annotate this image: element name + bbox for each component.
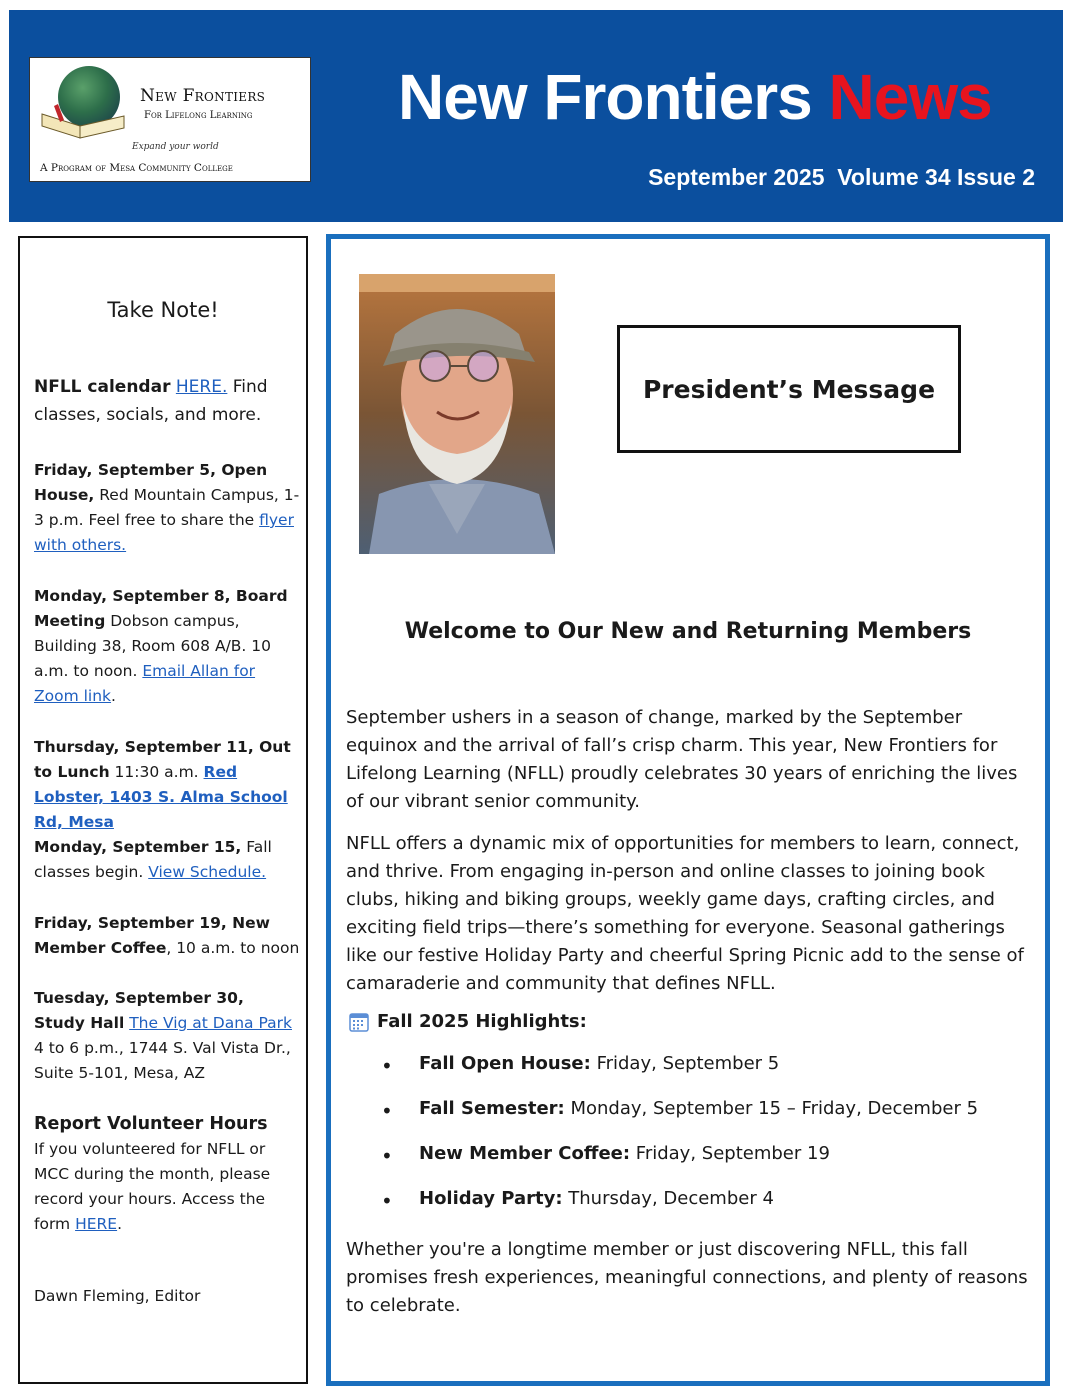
header-banner: [9, 10, 1063, 222]
highlight-label: Holiday Party:: [419, 1188, 563, 1209]
highlights-title: Fall 2025 Highlights:: [377, 1011, 587, 1032]
vig-link[interactable]: The Vig at Dana Park: [129, 1014, 292, 1032]
list-item: [381, 1188, 978, 1233]
event-title: Friday, September 19, New Member Coffee: [34, 914, 270, 957]
event-item: [34, 986, 300, 1086]
closing-paragraph: Whether you're a longtime member or just discovering NFLL, this fall promises fresh experiences, meaningful connections, and plenty of reasons to celebrate.: [346, 1239, 1028, 1316]
calendar-label: NFLL calendar: [34, 377, 171, 397]
offerings-paragraph: NFLL offers a dynamic mix of opportunities for members to learn, connect, and thrive. From engaging in-person and online classes to joining book clubs, hiking and biking groups, weekly game days, crafting circles, and exciting field trips—there’s something for everyone. Seasonal gatherings like our festive Holiday Party and cheerful Spring Picnic add to the sense of camaraderie and community that defines NFLL.: [346, 833, 1024, 994]
bullet-icon: •: [381, 1189, 393, 1213]
event-item: [34, 835, 300, 885]
red-lobster-link[interactable]: Red Lobster, 1403 S. Alma School Rd, Mesa: [34, 763, 288, 831]
volunteer-note: [34, 1112, 300, 1237]
list-item: [381, 1143, 978, 1188]
event-title: Monday, September 8, Board Meeting: [34, 587, 288, 630]
list-item: [381, 1098, 978, 1143]
logo-line1: New Frontiers: [140, 86, 266, 106]
highlights-list: [381, 1053, 978, 1233]
take-note-sidebar: [18, 236, 308, 1384]
logo-line2: For Lifelong Learning: [144, 110, 253, 121]
event-item: [34, 911, 300, 961]
flyer-link[interactable]: flyer with others.: [34, 511, 294, 554]
bullet-icon: •: [381, 1144, 393, 1168]
event-item: [34, 584, 300, 709]
highlight-value: Friday, September 5: [590, 1053, 780, 1074]
sidebar-heading: Take Note!: [107, 298, 219, 322]
event-title: Friday, September 5, Open House,: [34, 461, 268, 504]
highlights-heading: [349, 1011, 587, 1032]
event-text-after: .: [111, 687, 116, 705]
view-schedule-link[interactable]: View Schedule.: [148, 863, 267, 881]
highlight-value: Thursday, December 4: [562, 1188, 774, 1209]
calendar-link[interactable]: HERE.: [175, 377, 228, 397]
highlight-label: New Member Coffee:: [419, 1143, 631, 1164]
event-text: Red Mountain Campus, 1-3 p.m. Feel free to share the: [34, 486, 300, 529]
event-text: 11:30 a.m.: [109, 763, 204, 781]
title-main: New Frontiers: [398, 61, 812, 133]
volunteer-text-after: .: [117, 1215, 123, 1233]
intro-paragraph: September ushers in a season of change, marked by the September equinox and the arrival of fall’s crisp charm. This year, New Frontiers for Lifelong Learning (NFLL) proudly celebrates 30 years of enriching the lives of our vibrant senior community.: [346, 707, 1018, 812]
highlight-value: Friday, September 19: [630, 1143, 830, 1164]
event-text-after: 4 to 6 p.m., 1744 S. Val Vista Dr., Suite 5-101, Mesa, AZ: [34, 1039, 291, 1082]
event-title: Thursday, September 11, Out to Lunch: [34, 738, 291, 781]
calendar-text: Find classes, socials, and more.: [34, 377, 268, 425]
event-title: Monday, September 15,: [34, 838, 242, 856]
logo-line3: A Program of Mesa Community College: [40, 162, 233, 174]
issue-line: September 2025 Volume 34 Issue 2: [648, 164, 1035, 190]
email-allan-link[interactable]: Email Allan for Zoom link: [34, 662, 256, 705]
calendar-note: [34, 373, 300, 429]
newsletter-title: [398, 60, 992, 134]
bullet-icon: •: [381, 1054, 393, 1078]
nfll-logo: [29, 57, 311, 182]
editor-credit: Dawn Fleming, Editor: [34, 1287, 201, 1305]
list-item: [381, 1053, 978, 1098]
welcome-heading: Welcome to Our New and Returning Members: [404, 619, 972, 644]
event-text: , 10 a.m. to noon: [166, 939, 300, 957]
logo-tagline: Expand your world: [132, 142, 219, 152]
volunteer-text: If you volunteered for NFLL or MCC during the month, please record your hours. Access the form: [34, 1140, 271, 1233]
event-item: [34, 735, 300, 835]
volunteer-form-link[interactable]: HERE: [75, 1215, 118, 1233]
calendar-icon: [349, 1012, 369, 1032]
title-accent: News: [828, 61, 992, 133]
highlight-label: Fall Semester:: [419, 1098, 565, 1119]
bullet-icon: •: [381, 1099, 393, 1123]
event-text: Fall classes begin.: [34, 838, 272, 881]
presidents-message-box: President’s Message: [617, 325, 961, 453]
highlight-value: Monday, September 15 – Friday, December 5: [564, 1098, 979, 1119]
volunteer-title: Report Volunteer Hours: [34, 1114, 268, 1134]
highlight-label: Fall Open House:: [419, 1053, 591, 1074]
president-photo: [359, 274, 555, 554]
event-item: [34, 458, 300, 558]
president-article: [326, 234, 1050, 1386]
book-icon: [40, 100, 126, 140]
event-text: Dobson campus, Building 38, Room 608 A/B. 10 a.m. to noon.: [34, 612, 271, 680]
president-portrait: [359, 274, 555, 554]
event-title: Tuesday, September 30, Study Hall: [34, 989, 244, 1032]
